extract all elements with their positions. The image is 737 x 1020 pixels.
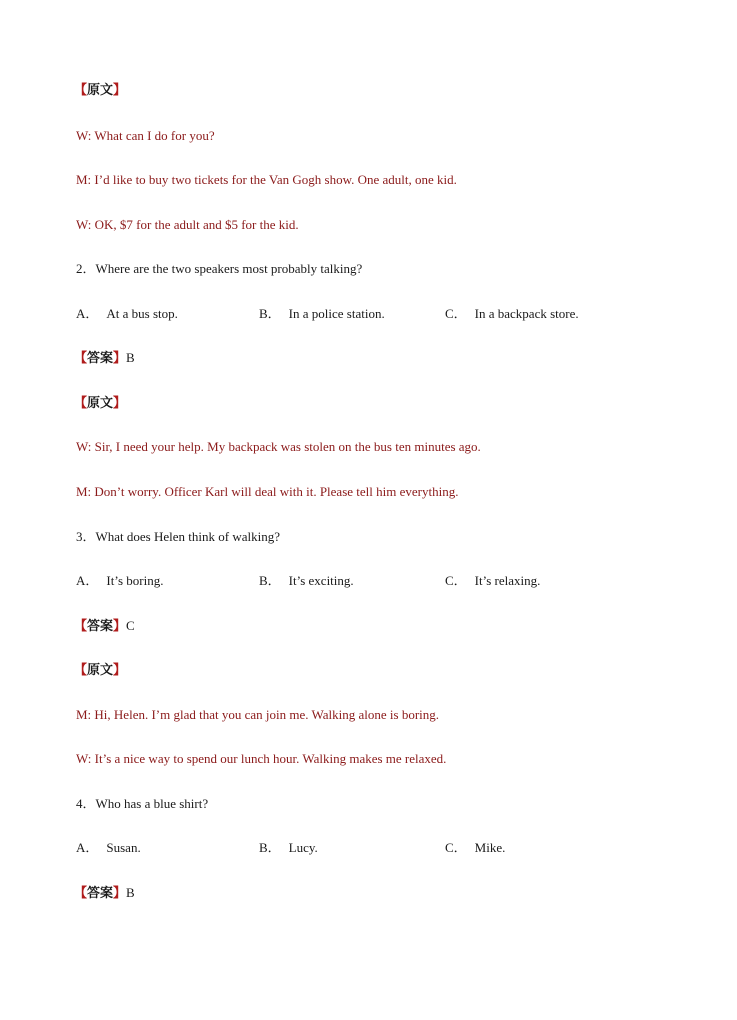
dialog-line: W: What can I do for you? xyxy=(76,128,215,143)
question-2: 2．Where are the two speakers most probably talking? xyxy=(76,261,363,276)
dialog-line: M: I’d like to buy two tickets for the Van Gogh show. One adult, one kid. xyxy=(76,172,457,187)
answer-label: 【答案】C xyxy=(74,618,135,633)
option-c: C． Mike. xyxy=(445,840,506,855)
dialog-line: M: Hi, Helen. I’m glad that you can join me. Walking alone is boring. xyxy=(76,707,440,722)
option-b: B． In a police station. xyxy=(259,306,385,321)
dialog-line: W: It’s a nice way to spend our lunch hour. Walking makes me relaxed. xyxy=(76,751,447,766)
answer-value: C xyxy=(126,618,135,633)
option-a: A． At a bus stop. xyxy=(76,306,178,321)
answer-value: B xyxy=(126,885,135,900)
answer-label: 【答案】B xyxy=(74,885,135,900)
bracket-close: 】 xyxy=(113,82,127,97)
transcript-label: 【原文】 xyxy=(74,82,127,97)
option-a: A． It’s boring. xyxy=(76,573,164,588)
option-a: A． Susan. xyxy=(76,840,141,855)
dialog-line: W: Sir, I need your help. My backpack was stolen on the bus ten minutes ago. xyxy=(76,439,481,454)
dialog-line: W: OK, $7 for the adult and $5 for the kid. xyxy=(76,217,299,232)
question-3: 3．What does Helen think of walking? xyxy=(76,529,280,544)
option-b: B． It’s exciting. xyxy=(259,573,354,588)
answer-label: 【答案】B xyxy=(74,350,135,365)
question-4: 4．Who has a blue shirt? xyxy=(76,796,209,811)
option-b: B． Lucy. xyxy=(259,840,318,855)
option-c: C． In a backpack store. xyxy=(445,306,579,321)
transcript-label: 【原文】 xyxy=(74,395,127,410)
dialog-line: M: Don’t worry. Officer Karl will deal with it. Please tell him everything. xyxy=(76,484,459,499)
answer-value: B xyxy=(126,350,135,365)
transcript-label: 【原文】 xyxy=(74,662,127,677)
bracket-open: 【 xyxy=(74,82,88,97)
option-c: C． It’s relaxing. xyxy=(445,573,541,588)
